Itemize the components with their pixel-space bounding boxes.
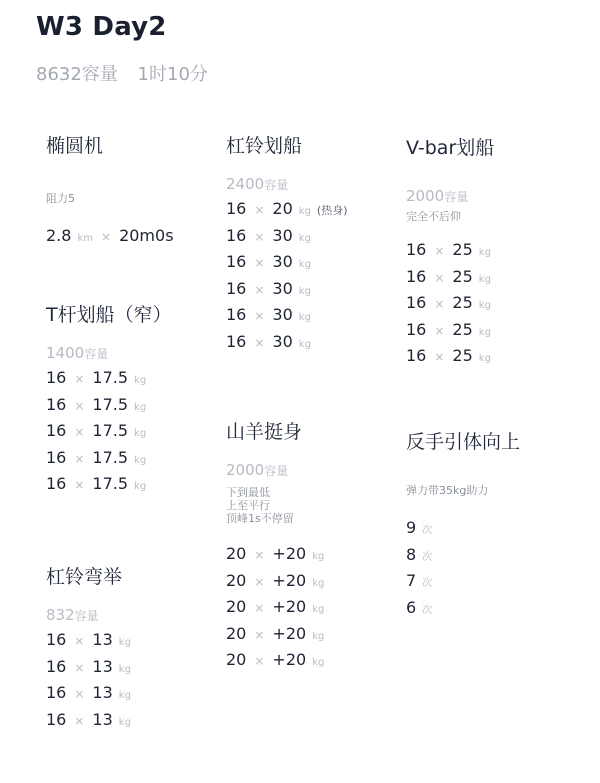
set-row bbox=[226, 647, 396, 674]
set-reps: 16 bbox=[226, 278, 247, 298]
exercise-volume-unit: 容量 bbox=[74, 609, 99, 623]
set-time: 20m0s bbox=[119, 226, 174, 245]
set-row bbox=[226, 196, 396, 223]
exercise-volume-unit: 容量 bbox=[84, 347, 109, 361]
set-weight: 17.5 bbox=[92, 447, 129, 467]
exercise-volume-unit: 容量 bbox=[264, 464, 289, 478]
set-weight: 17.5 bbox=[92, 368, 129, 387]
set-weight: 13 bbox=[92, 709, 113, 729]
set-row bbox=[406, 317, 596, 344]
exercise-note: 阻力5 bbox=[46, 192, 75, 205]
set-list bbox=[226, 541, 396, 674]
set-reps: 16 bbox=[226, 305, 247, 325]
set-row bbox=[226, 621, 396, 648]
set-row bbox=[226, 594, 396, 621]
set-row bbox=[226, 302, 396, 329]
set-reps: 7 bbox=[406, 571, 417, 591]
exercise-volume-number: 2400 bbox=[226, 175, 265, 193]
exercise-barbell-row[interactable] bbox=[226, 132, 396, 356]
exercise-volume bbox=[226, 458, 396, 482]
times-sign: × bbox=[254, 309, 265, 324]
exercise-notes bbox=[226, 486, 396, 525]
times-sign: × bbox=[74, 398, 85, 413]
exercise-volume bbox=[406, 184, 596, 208]
set-weight: 17.5 bbox=[92, 474, 129, 494]
set-row bbox=[46, 365, 216, 392]
times-sign: × bbox=[254, 229, 265, 244]
set-reps: 20 bbox=[226, 544, 247, 563]
set-tag: (热身) bbox=[316, 204, 348, 217]
set-row bbox=[406, 290, 596, 317]
set-row bbox=[46, 627, 216, 654]
workout-title: W3 Day2 bbox=[36, 12, 167, 42]
times-sign: × bbox=[254, 203, 265, 217]
set-unit: kg bbox=[312, 551, 325, 562]
set-row bbox=[226, 276, 396, 303]
set-weight: 20 bbox=[272, 199, 293, 218]
set-reps: 16 bbox=[406, 240, 427, 259]
times-sign: × bbox=[254, 601, 265, 616]
times-sign: × bbox=[434, 323, 445, 338]
exercise-volume-unit: 容量 bbox=[264, 178, 289, 192]
set-row bbox=[226, 223, 396, 250]
set-row bbox=[46, 471, 216, 498]
set-weight: 13 bbox=[92, 683, 113, 703]
total-duration: 1时10分 bbox=[137, 64, 208, 85]
exercise-note: 顶峰1s不停留 bbox=[226, 512, 294, 525]
set-reps: 16 bbox=[46, 683, 67, 703]
set-reps: 16 bbox=[46, 394, 67, 414]
set-reps: 16 bbox=[226, 225, 247, 245]
set-reps: 16 bbox=[226, 252, 247, 272]
set-list bbox=[46, 365, 216, 498]
set-row bbox=[46, 392, 216, 419]
set-row bbox=[46, 445, 216, 472]
exercise-volume-unit: 容量 bbox=[444, 190, 469, 204]
set-reps: 16 bbox=[46, 447, 67, 467]
set-reps: 16 bbox=[406, 293, 427, 313]
set-reps: 20 bbox=[226, 570, 247, 590]
exercise-note: 弹力带35kg助力 bbox=[406, 484, 489, 497]
times-sign: × bbox=[74, 634, 85, 648]
set-distance: 2.8 bbox=[46, 226, 72, 245]
set-weight: 25 bbox=[452, 293, 473, 313]
times-sign: × bbox=[74, 425, 85, 440]
exercise-volume bbox=[46, 341, 216, 365]
set-reps: 16 bbox=[46, 709, 67, 729]
set-reps: 16 bbox=[406, 319, 427, 339]
set-unit: 次 bbox=[422, 551, 433, 563]
set-row bbox=[226, 541, 396, 568]
exercise-chin-up[interactable] bbox=[406, 428, 596, 621]
exercise-volume-number: 2000 bbox=[226, 461, 265, 479]
set-weight: 17.5 bbox=[92, 394, 129, 414]
exercise-name: 山羊挺身 bbox=[226, 421, 303, 443]
set-weight: 17.5 bbox=[92, 421, 129, 441]
set-reps: 16 bbox=[406, 346, 427, 366]
set-unit: kg bbox=[134, 375, 147, 386]
times-sign: × bbox=[434, 270, 445, 285]
set-unit: kg bbox=[478, 300, 491, 312]
exercise-note: 上至平行 bbox=[226, 499, 270, 512]
set-unit: 次 bbox=[422, 525, 433, 536]
set-unit: kg bbox=[312, 657, 325, 669]
set-row bbox=[226, 329, 396, 356]
exercise-volume-number: 832 bbox=[46, 606, 75, 624]
exercise-name: 椭圆机 bbox=[46, 135, 104, 157]
set-row bbox=[226, 249, 396, 276]
set-reps: 9 bbox=[406, 518, 417, 537]
set-unit: kg bbox=[298, 285, 311, 297]
set-unit: kg bbox=[298, 206, 311, 217]
times-sign: × bbox=[254, 627, 265, 642]
set-row bbox=[406, 542, 596, 569]
set-reps: 16 bbox=[46, 368, 67, 387]
exercise-name: V-bar划船 bbox=[406, 137, 495, 159]
set-reps: 16 bbox=[226, 331, 247, 351]
set-reps: 20 bbox=[226, 597, 247, 617]
set-unit: kg bbox=[134, 481, 147, 493]
set-reps: 16 bbox=[226, 199, 247, 218]
set-unit: kg bbox=[478, 353, 491, 365]
set-list bbox=[46, 627, 216, 733]
set-unit: kg bbox=[134, 454, 147, 466]
set-weight: +20 bbox=[272, 650, 307, 670]
exercise-barbell-curl[interactable] bbox=[46, 563, 216, 733]
exercise-v-bar-row[interactable] bbox=[406, 134, 596, 370]
exercise-note: 完全不后仰 bbox=[406, 210, 461, 223]
set-reps: 6 bbox=[406, 597, 417, 617]
set-reps: 16 bbox=[46, 630, 67, 649]
set-unit: kg bbox=[298, 232, 311, 244]
set-unit: kg bbox=[312, 577, 325, 589]
set-row bbox=[406, 343, 596, 370]
set-row bbox=[46, 418, 216, 445]
set-reps: 8 bbox=[406, 544, 417, 564]
set-unit: kg bbox=[134, 428, 147, 440]
set-weight: 30 bbox=[272, 331, 293, 351]
total-volume: 8632容量 bbox=[36, 64, 118, 85]
set-row bbox=[46, 680, 216, 707]
exercise-name: 杠铃弯举 bbox=[46, 566, 123, 588]
set-row bbox=[406, 264, 596, 291]
set-unit: kg bbox=[478, 326, 491, 338]
exercise-name: T杆划船（窄） bbox=[46, 304, 172, 326]
set-reps: 16 bbox=[46, 474, 67, 494]
set-weight: 30 bbox=[272, 278, 293, 298]
set-reps: 16 bbox=[46, 421, 67, 441]
set-unit: kg bbox=[118, 663, 131, 675]
set-unit: kg bbox=[478, 273, 491, 285]
exercise-note: 下到最低 bbox=[226, 486, 270, 499]
times-sign: × bbox=[254, 654, 265, 669]
times-sign: × bbox=[74, 451, 85, 466]
times-sign: × bbox=[254, 256, 265, 271]
set-weight: +20 bbox=[272, 623, 307, 643]
set-weight: 25 bbox=[452, 319, 473, 339]
workout-summary bbox=[36, 60, 222, 86]
set-row bbox=[406, 237, 596, 264]
exercise-t-bar-row[interactable] bbox=[46, 301, 216, 498]
set-row bbox=[406, 515, 596, 542]
set-row bbox=[46, 654, 216, 681]
set-weight: 30 bbox=[272, 252, 293, 272]
set-reps: 16 bbox=[46, 656, 67, 676]
set-unit: kg bbox=[118, 637, 131, 648]
times-sign: × bbox=[254, 335, 265, 350]
set-list bbox=[406, 515, 596, 621]
set-unit: kg bbox=[312, 604, 325, 616]
set-unit: kg bbox=[478, 247, 491, 258]
exercise-volume-number: 1400 bbox=[46, 344, 85, 362]
set-weight: 25 bbox=[452, 266, 473, 286]
exercise-volume bbox=[46, 603, 216, 627]
set-row bbox=[46, 223, 216, 250]
set-row bbox=[406, 595, 596, 622]
set-weight: 13 bbox=[92, 656, 113, 676]
set-list bbox=[406, 237, 596, 370]
times-sign: × bbox=[74, 478, 85, 493]
set-row bbox=[406, 568, 596, 595]
set-weight: 30 bbox=[272, 225, 293, 245]
set-list bbox=[226, 196, 396, 356]
times-sign: × bbox=[74, 372, 85, 386]
times-sign: × bbox=[74, 660, 85, 675]
set-unit: kg bbox=[312, 630, 325, 642]
set-unit: kg bbox=[118, 690, 131, 702]
times-sign: × bbox=[74, 713, 85, 728]
set-weight: 25 bbox=[452, 346, 473, 366]
times-sign: × bbox=[74, 687, 85, 702]
times-sign: × bbox=[434, 297, 445, 312]
exercise-back-extension[interactable] bbox=[226, 418, 396, 674]
times-sign: × bbox=[254, 574, 265, 589]
set-unit: 次 bbox=[422, 604, 433, 616]
set-weight: +20 bbox=[272, 570, 307, 590]
times-sign: × bbox=[254, 282, 265, 297]
times-sign: × bbox=[101, 230, 112, 244]
set-unit: kg bbox=[298, 338, 311, 350]
set-weight: +20 bbox=[272, 544, 307, 563]
set-unit: 次 bbox=[422, 578, 433, 590]
set-weight: 30 bbox=[272, 305, 293, 325]
set-weight: +20 bbox=[272, 597, 307, 617]
exercise-volume bbox=[226, 172, 396, 196]
set-unit: kg bbox=[134, 401, 147, 413]
exercise-volume-number: 2000 bbox=[406, 187, 445, 205]
set-weight: 13 bbox=[92, 630, 113, 649]
set-row bbox=[226, 568, 396, 595]
set-unit: kg bbox=[298, 259, 311, 271]
set-reps: 20 bbox=[226, 623, 247, 643]
exercise-name: 杠铃划船 bbox=[226, 135, 303, 157]
exercise-name: 反手引体向上 bbox=[406, 431, 521, 453]
set-weight: 25 bbox=[452, 240, 473, 259]
set-unit: kg bbox=[118, 716, 131, 728]
set-unit: kg bbox=[298, 312, 311, 324]
set-distance-unit: km bbox=[77, 233, 93, 244]
times-sign: × bbox=[434, 244, 445, 258]
exercise-elliptical[interactable] bbox=[46, 132, 216, 250]
set-reps: 20 bbox=[226, 650, 247, 670]
set-reps: 16 bbox=[406, 266, 427, 286]
times-sign: × bbox=[434, 350, 445, 365]
times-sign: × bbox=[254, 548, 265, 562]
set-row bbox=[46, 707, 216, 734]
